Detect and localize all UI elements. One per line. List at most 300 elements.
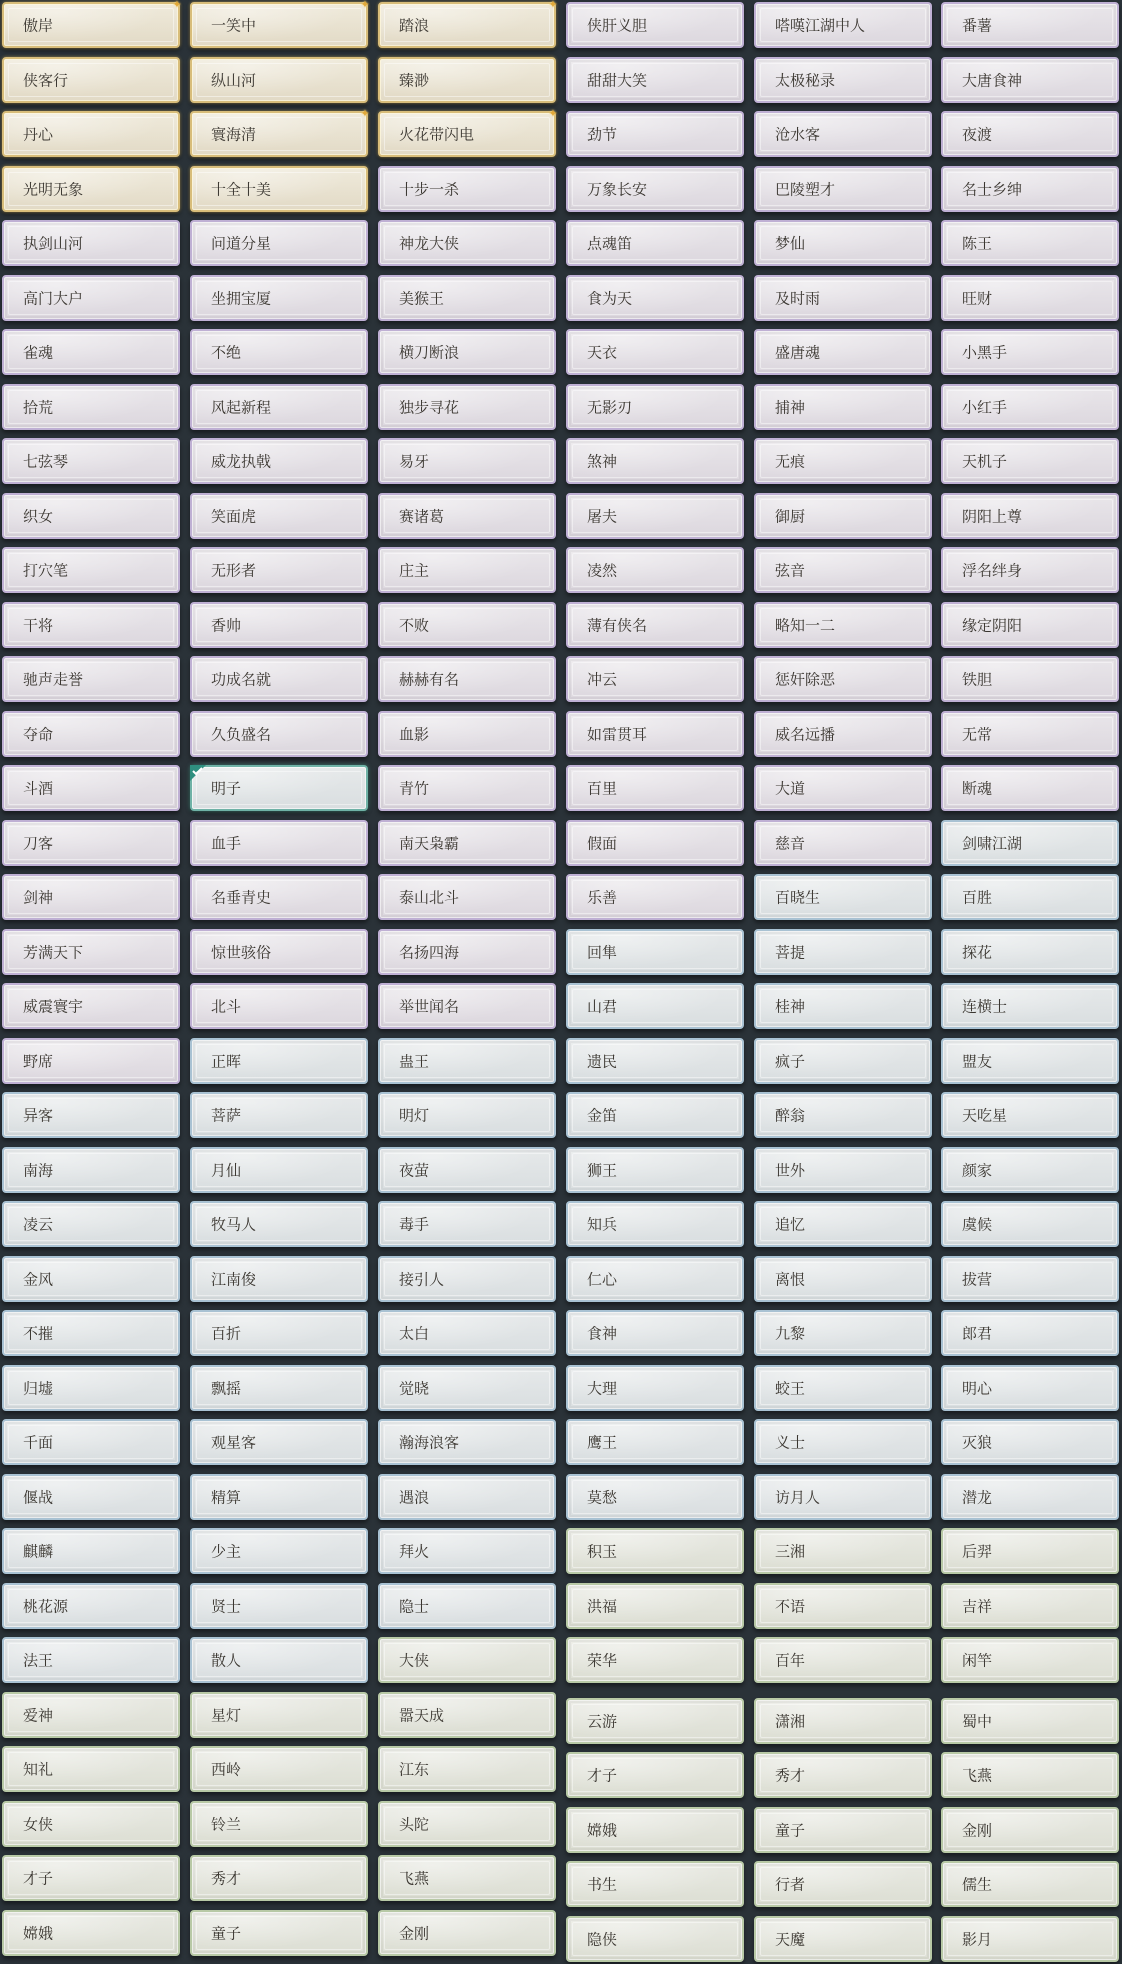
title-card[interactable] [2, 602, 180, 648]
title-card[interactable] [566, 874, 744, 920]
title-card-label: 知兵 [587, 1215, 618, 1234]
title-card[interactable] [941, 2, 1119, 48]
title-card-label: 高门大户 [23, 289, 84, 308]
title-card[interactable] [566, 656, 744, 702]
title-card[interactable] [378, 1855, 556, 1901]
title-card[interactable] [941, 220, 1119, 266]
title-card[interactable] [941, 1528, 1119, 1574]
title-card[interactable] [378, 1038, 556, 1084]
title-card[interactable] [941, 384, 1119, 430]
title-card[interactable] [378, 493, 556, 539]
title-card-label: 遇浪 [399, 1488, 430, 1507]
title-card[interactable] [190, 107, 370, 157]
title-card[interactable] [190, 1855, 368, 1901]
title-card-label: 天衣 [587, 343, 618, 362]
title-card[interactable] [2, 1855, 180, 1901]
title-card[interactable] [941, 1637, 1119, 1683]
title-card[interactable] [190, 1528, 368, 1574]
title-card-label: 不绝 [211, 343, 242, 362]
title-card-label: 行者 [775, 1875, 806, 1894]
title-card[interactable] [941, 1861, 1119, 1907]
title-card[interactable] [941, 1201, 1119, 1247]
title-card[interactable] [566, 547, 744, 593]
title-card[interactable] [190, 1583, 368, 1629]
title-card[interactable] [566, 275, 744, 321]
title-card[interactable] [566, 820, 744, 866]
title-card-label: 侠客行 [23, 71, 69, 90]
title-card[interactable] [941, 547, 1119, 593]
title-card[interactable] [754, 1256, 932, 1302]
title-card[interactable] [2, 1637, 180, 1683]
title-card[interactable] [2, 711, 180, 757]
title-card[interactable] [754, 2, 932, 48]
title-card[interactable] [190, 1310, 368, 1356]
title-card[interactable] [378, 1419, 556, 1465]
title-card[interactable] [378, 384, 556, 430]
title-card[interactable] [190, 547, 368, 593]
title-card-label: 仁心 [587, 1270, 618, 1289]
title-card[interactable] [378, 1474, 556, 1520]
title-card[interactable] [190, 329, 368, 375]
title-card-label: 食为天 [587, 289, 633, 308]
title-card[interactable] [378, 820, 556, 866]
title-card[interactable] [190, 166, 368, 212]
title-card[interactable] [754, 57, 932, 103]
title-card[interactable] [941, 1147, 1119, 1193]
title-card[interactable] [378, 874, 556, 920]
title-card[interactable] [2, 1583, 180, 1629]
title-card-label: 女侠 [23, 1815, 54, 1834]
title-card[interactable] [378, 547, 556, 593]
title-card[interactable] [190, 1746, 368, 1792]
title-card[interactable] [754, 1310, 932, 1356]
title-card-label: 薄有侠名 [587, 616, 648, 635]
title-card[interactable] [2, 384, 180, 430]
title-card-label: 精算 [211, 1488, 242, 1507]
title-card[interactable] [941, 1916, 1119, 1962]
title-card[interactable] [754, 983, 932, 1029]
title-card-label: 大侠 [399, 1651, 430, 1670]
title-card[interactable] [378, 1256, 556, 1302]
title-card[interactable] [941, 929, 1119, 975]
title-card[interactable] [941, 602, 1119, 648]
title-card[interactable] [754, 765, 932, 811]
title-card[interactable] [566, 1474, 744, 1520]
title-card-label: 百里 [587, 779, 618, 798]
title-card-label: 狮王 [587, 1161, 618, 1180]
title-card-label: 隐士 [399, 1597, 430, 1616]
title-card[interactable] [754, 493, 932, 539]
title-card[interactable] [566, 438, 744, 484]
title-card-label: 云游 [587, 1712, 618, 1731]
title-card[interactable] [378, 1310, 556, 1356]
title-card[interactable] [378, 275, 556, 321]
title-card[interactable] [754, 1528, 932, 1574]
title-card-label: 名扬四海 [399, 943, 460, 962]
title-card[interactable] [566, 1807, 744, 1853]
title-card[interactable] [190, 1038, 368, 1084]
title-card[interactable] [2, 874, 180, 920]
title-card-label: 嫦娥 [587, 1821, 618, 1840]
title-card-label: 煞神 [587, 452, 618, 471]
title-card[interactable] [378, 438, 556, 484]
title-card[interactable] [941, 1474, 1119, 1520]
title-card-label: 醉翁 [775, 1106, 806, 1125]
title-card[interactable] [378, 1147, 556, 1193]
title-card[interactable] [566, 1861, 744, 1907]
title-card[interactable] [378, 983, 556, 1029]
title-card-label: 金风 [23, 1270, 54, 1289]
title-card[interactable] [941, 1583, 1119, 1629]
title-card[interactable] [378, 1637, 556, 1683]
title-card[interactable] [378, 57, 556, 103]
title-card[interactable] [2, 1419, 180, 1465]
title-card[interactable] [566, 220, 744, 266]
title-card[interactable] [378, 1801, 556, 1847]
title-card-label: 南天枭霸 [399, 834, 460, 853]
title-card[interactable] [378, 656, 556, 702]
title-card[interactable] [941, 329, 1119, 375]
title-card[interactable] [566, 493, 744, 539]
title-card[interactable] [190, 874, 368, 920]
title-card[interactable] [378, 107, 558, 157]
title-card[interactable] [754, 711, 932, 757]
title-card[interactable] [566, 1092, 744, 1138]
title-card[interactable] [941, 711, 1119, 757]
title-card-label: 拔营 [962, 1270, 993, 1289]
title-card[interactable] [941, 1365, 1119, 1411]
title-card[interactable] [190, 983, 368, 1029]
title-card[interactable] [566, 1752, 744, 1798]
title-card[interactable] [941, 983, 1119, 1029]
title-card-label: 泰山北斗 [399, 888, 460, 907]
title-card[interactable] [754, 111, 932, 157]
title-card-label: 郎君 [962, 1324, 993, 1343]
title-card[interactable] [378, 711, 556, 757]
title-card[interactable] [190, 1256, 368, 1302]
title-card[interactable] [566, 602, 744, 648]
title-card[interactable] [754, 874, 932, 920]
title-card-label: 书生 [587, 1875, 618, 1894]
title-card-label: 食神 [587, 1324, 618, 1343]
title-card[interactable] [190, 1692, 368, 1738]
title-card[interactable] [378, 329, 556, 375]
title-card-label: 千面 [23, 1433, 54, 1452]
title-card[interactable] [190, 1092, 368, 1138]
title-card[interactable] [2, 1365, 180, 1411]
title-card[interactable] [566, 384, 744, 430]
title-card[interactable] [566, 765, 744, 811]
title-card-label: 血影 [399, 725, 430, 744]
title-card[interactable] [2, 1092, 180, 1138]
title-card[interactable] [754, 384, 932, 430]
title-card-label: 追忆 [775, 1215, 806, 1234]
title-card[interactable] [2, 929, 180, 975]
title-card-label: 觉晓 [399, 1379, 430, 1398]
title-card-label: 无常 [962, 725, 993, 744]
title-card-label: 十全十美 [211, 180, 272, 199]
title-card[interactable] [754, 275, 932, 321]
title-card[interactable] [378, 1910, 556, 1956]
title-card[interactable] [754, 1419, 932, 1465]
title-card[interactable] [754, 166, 932, 212]
title-card[interactable] [754, 1147, 932, 1193]
title-card[interactable] [2, 1147, 180, 1193]
title-card[interactable] [566, 1528, 744, 1574]
title-card[interactable] [754, 929, 932, 975]
title-card[interactable] [754, 438, 932, 484]
title-card[interactable] [2, 983, 180, 1029]
title-card-label: 无痕 [775, 452, 806, 471]
title-card[interactable] [566, 983, 744, 1029]
title-card[interactable] [2, 57, 180, 103]
title-card[interactable] [754, 1916, 932, 1962]
title-card[interactable] [754, 1583, 932, 1629]
title-card[interactable] [190, 656, 368, 702]
title-card-label: 金刚 [962, 1821, 993, 1840]
title-card[interactable] [2, 1038, 180, 1084]
title-card[interactable] [2, 820, 180, 866]
title-card-label: 青竹 [399, 779, 430, 798]
title-card[interactable] [190, 1801, 368, 1847]
title-card[interactable] [2, 329, 180, 375]
title-card[interactable] [2, 1474, 180, 1520]
title-card-label: 疯子 [775, 1052, 806, 1071]
title-card-label: 访月人 [775, 1488, 821, 1507]
title-card[interactable] [190, 493, 368, 539]
title-card[interactable] [2, 2, 180, 48]
title-card-label: 隐侠 [587, 1930, 618, 1949]
title-card[interactable] [378, 220, 556, 266]
title-card[interactable] [941, 656, 1119, 702]
title-card[interactable] [190, 384, 368, 430]
title-card[interactable] [566, 166, 744, 212]
title-card-label: 天吃星 [962, 1106, 1008, 1125]
title-card[interactable] [566, 1310, 744, 1356]
title-card[interactable] [566, 1698, 744, 1744]
title-card[interactable] [941, 820, 1119, 866]
title-card-label: 江南俊 [211, 1270, 257, 1289]
title-card[interactable] [2, 438, 180, 484]
title-card[interactable] [566, 1038, 744, 1084]
title-card-label: 莫愁 [587, 1488, 618, 1507]
title-card-label: 三湘 [775, 1542, 806, 1561]
title-card[interactable] [378, 1365, 556, 1411]
title-card[interactable] [2, 111, 180, 157]
title-card[interactable] [378, 1201, 556, 1247]
title-card[interactable] [941, 1038, 1119, 1084]
title-card[interactable] [566, 1637, 744, 1683]
title-card-label: 一笑中 [211, 16, 257, 35]
title-card[interactable] [2, 1310, 180, 1356]
title-card[interactable] [190, 929, 368, 975]
title-card[interactable] [754, 1752, 932, 1798]
title-card-label: 头陀 [399, 1815, 430, 1834]
title-card[interactable] [2, 1746, 180, 1792]
title-card[interactable] [378, 1092, 556, 1138]
title-card-label: 连横士 [962, 997, 1008, 1016]
title-card[interactable] [566, 1147, 744, 1193]
title-card-label: 九黎 [775, 1324, 806, 1343]
title-card[interactable] [754, 1637, 932, 1683]
title-card[interactable] [378, 602, 556, 648]
title-card[interactable] [566, 929, 744, 975]
title-card[interactable] [378, 2, 556, 48]
title-card-label: 洪福 [587, 1597, 618, 1616]
title-card[interactable] [190, 438, 368, 484]
star-corner-icon: ✦ [360, 0, 370, 11]
title-card-label: 弦音 [775, 561, 806, 580]
title-card[interactable] [754, 1365, 932, 1411]
title-card[interactable] [2, 656, 180, 702]
title-card[interactable] [566, 329, 744, 375]
title-card[interactable] [566, 57, 744, 103]
title-card[interactable] [754, 547, 932, 593]
title-card[interactable] [2, 1910, 180, 1956]
title-card[interactable] [190, 1365, 368, 1411]
title-card-label: 冲云 [587, 670, 618, 689]
title-card[interactable] [2, 1528, 180, 1574]
title-card-label: 久负盛名 [211, 725, 272, 744]
title-card[interactable] [941, 275, 1119, 321]
title-card-label: 无影刃 [587, 398, 633, 417]
title-card[interactable] [941, 1310, 1119, 1356]
title-card[interactable] [566, 711, 744, 757]
title-card[interactable] [190, 765, 368, 811]
title-card[interactable] [941, 57, 1119, 103]
title-card[interactable] [190, 1419, 368, 1465]
title-card-label: 横刀断浪 [399, 343, 460, 362]
title-card[interactable] [941, 874, 1119, 920]
title-card[interactable] [190, 820, 368, 866]
title-card[interactable] [190, 2, 368, 48]
title-card[interactable] [941, 438, 1119, 484]
title-card[interactable] [190, 602, 368, 648]
title-card[interactable] [754, 820, 932, 866]
title-card[interactable] [566, 1256, 744, 1302]
title-card[interactable] [566, 2, 744, 48]
title-card[interactable] [190, 1201, 368, 1247]
title-card[interactable] [378, 1692, 556, 1738]
title-card-label: 傲岸 [23, 16, 54, 35]
title-card-label: 不摧 [23, 1324, 54, 1343]
title-card[interactable] [941, 1256, 1119, 1302]
title-card[interactable] [190, 1474, 368, 1520]
title-card[interactable] [941, 1807, 1119, 1853]
star-corner-icon: ✦ [548, 107, 558, 120]
title-card[interactable] [754, 1807, 932, 1853]
title-card[interactable] [566, 111, 744, 157]
title-card-label: 月仙 [211, 1161, 242, 1180]
title-card-label: 风起新程 [211, 398, 272, 417]
title-card-label: 才子 [587, 1766, 618, 1785]
title-card[interactable] [941, 1419, 1119, 1465]
title-card-label: 大理 [587, 1379, 618, 1398]
title-card[interactable] [2, 1801, 180, 1847]
title-card-label: 颜家 [962, 1161, 993, 1180]
title-card[interactable] [941, 111, 1119, 157]
title-card[interactable] [2, 493, 180, 539]
title-card-label: 童子 [211, 1924, 242, 1943]
title-card[interactable] [2, 765, 180, 811]
title-card[interactable] [378, 1583, 556, 1629]
title-card[interactable] [190, 1147, 368, 1193]
title-card[interactable] [566, 1916, 744, 1962]
title-card[interactable] [190, 57, 368, 103]
title-card-label: 后羿 [962, 1542, 993, 1561]
title-card-label: 乐善 [587, 888, 618, 907]
title-card[interactable] [941, 166, 1119, 212]
title-card-label: 捕神 [775, 398, 806, 417]
title-card[interactable] [2, 166, 180, 212]
title-card[interactable] [754, 1474, 932, 1520]
title-card[interactable] [566, 1201, 744, 1247]
title-card-label: 美猴王 [399, 289, 445, 308]
title-card[interactable] [2, 1256, 180, 1302]
title-card[interactable] [941, 1752, 1119, 1798]
title-card-label: 浮名绊身 [962, 561, 1023, 580]
title-card-label: 夜渡 [962, 125, 993, 144]
title-card[interactable] [2, 275, 180, 321]
title-card[interactable] [2, 1201, 180, 1247]
title-card[interactable] [378, 929, 556, 975]
title-card-label: 太白 [399, 1324, 430, 1343]
title-card[interactable] [190, 711, 368, 757]
title-card[interactable] [754, 1092, 932, 1138]
title-card[interactable] [190, 1910, 368, 1956]
title-card-label: 牧马人 [211, 1215, 257, 1234]
title-card[interactable] [754, 220, 932, 266]
title-card[interactable] [2, 1692, 180, 1738]
title-card-label: 斗酒 [23, 779, 54, 798]
title-card[interactable] [754, 1698, 932, 1744]
title-card-label: 麒麟 [23, 1542, 54, 1561]
title-card[interactable] [754, 1861, 932, 1907]
title-card[interactable] [378, 1528, 556, 1574]
title-card[interactable] [941, 1092, 1119, 1138]
title-card-label: 金笛 [587, 1106, 618, 1125]
title-card[interactable] [190, 1637, 368, 1683]
title-card[interactable] [2, 547, 180, 593]
title-card-label: 金刚 [399, 1924, 430, 1943]
title-card[interactable] [566, 1419, 744, 1465]
title-card-label: 臻渺 [399, 71, 430, 90]
title-card[interactable] [754, 1201, 932, 1247]
title-card[interactable] [2, 220, 180, 266]
title-card-label: 执剑山河 [23, 234, 84, 253]
title-card[interactable] [378, 166, 556, 212]
title-card-label: 太极秘录 [775, 71, 836, 90]
title-card[interactable] [378, 765, 556, 811]
title-card-label: 闲竿 [962, 1651, 993, 1670]
title-card[interactable] [941, 493, 1119, 539]
title-card[interactable] [754, 1038, 932, 1084]
title-card[interactable] [378, 1746, 556, 1792]
title-card-label: 遗民 [587, 1052, 618, 1071]
title-card[interactable] [941, 1698, 1119, 1744]
title-card[interactable] [754, 656, 932, 702]
title-card[interactable] [566, 1583, 744, 1629]
title-card[interactable] [941, 765, 1119, 811]
title-card[interactable] [754, 602, 932, 648]
title-card[interactable] [190, 275, 368, 321]
title-card[interactable] [754, 329, 932, 375]
title-card[interactable] [566, 1365, 744, 1411]
title-card-label: 野席 [23, 1052, 54, 1071]
title-card-label: 阴阳上尊 [962, 507, 1023, 526]
title-card[interactable] [190, 220, 368, 266]
title-card-label: 赫赫有名 [399, 670, 460, 689]
